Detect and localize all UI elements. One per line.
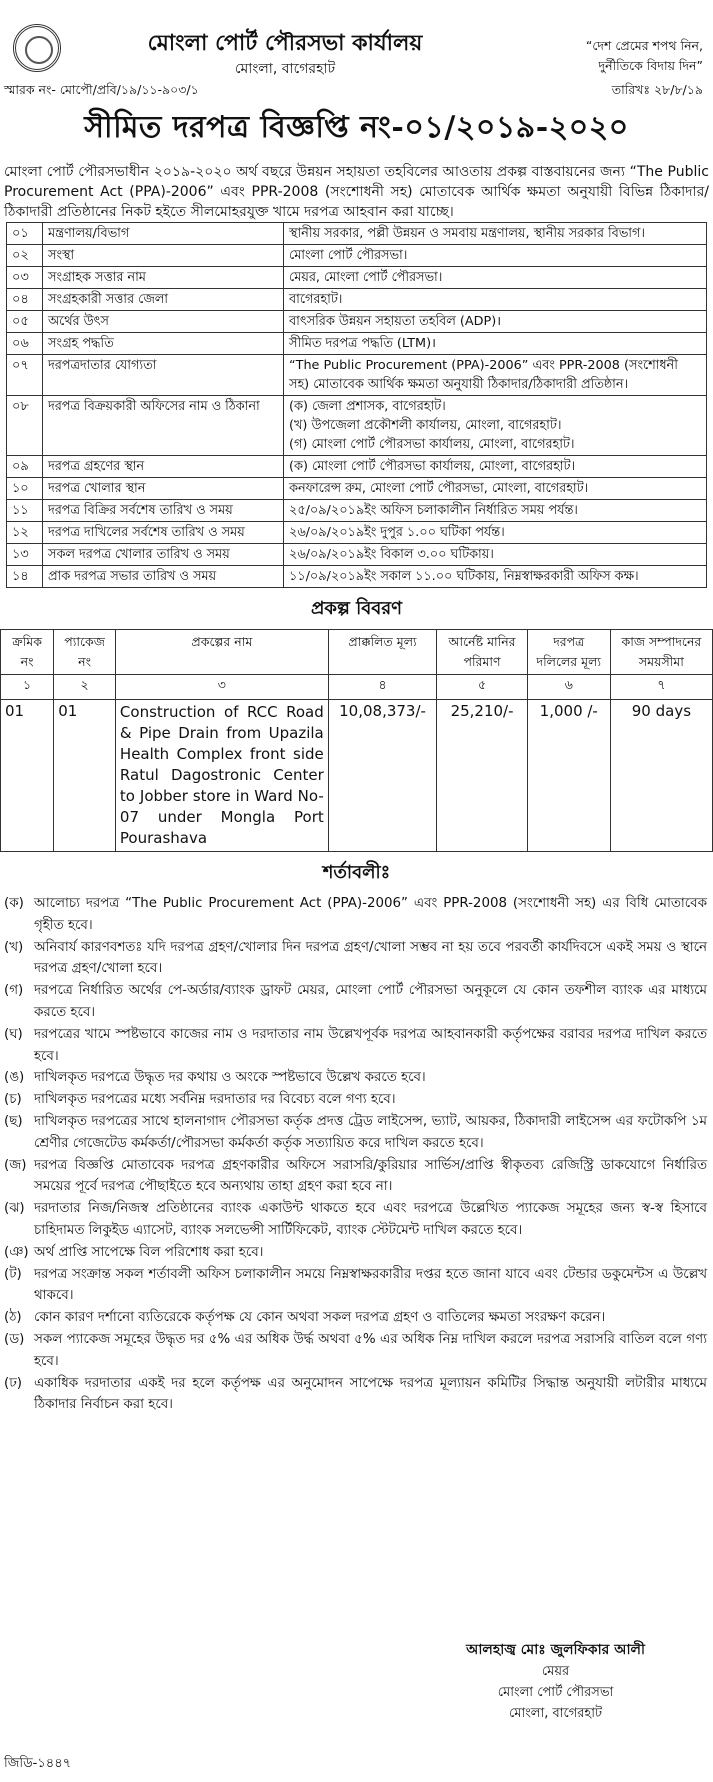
- info-serial: ০৬: [7, 333, 43, 355]
- project-header-cell: প্যাকেজ নং: [54, 630, 116, 675]
- terms-list: [4, 893, 707, 1416]
- info-value: ২৬/০৯/২০১৯ইং বিকাল ৩.০০ ঘটিকায়।: [284, 544, 707, 566]
- intro-paragraph: মোংলা পোর্ট পৌরসভাধীন ২০১৯-২০২০ অর্থ বছরে উন্নয়ন সহায়তা তহবিলের আওতায় প্রকল্প বাস্তবায়নের জন্য “The Public Procurement Act (PPA)-2006” এবং PPR-2008 (সংশোধনী সহ) মোতাবেক আর্থিক ক্ষমতা অনুযায়ী বিভিন্ন ঠিকাদার/ঠিকাদারী প্রতিষ্ঠানের নিকট হইতে সীলমোহরযুক্ত খামে দরপত্র আহবান করা যাচ্ছে।: [4, 164, 709, 220]
- term-key: (ঝ): [4, 1201, 25, 1217]
- notice-date: তারিখঃ ২৮/৮/১৯: [611, 82, 703, 97]
- term-item: [4, 1155, 707, 1199]
- term-item: [4, 893, 707, 937]
- signatory-name: আলহাজ্ব মোঃ জুলফিকার আলী: [466, 1642, 645, 1658]
- notice-title: সীমিত দরপত্র বিজ্ঞপ্তি নং-০১/২০১৯-২০২০: [84, 110, 629, 145]
- info-label: দরপত্র গ্রহণের স্থান: [43, 456, 284, 478]
- project-table: [0, 629, 713, 852]
- info-serial: ০৭: [7, 355, 43, 396]
- term-text: দরপত্র সংক্রান্ত সকল শর্তাবলী অফিস চলাকালীন সময়ে নিম্নস্বাক্ষরকারীর দপ্তর হতে জানা যাবে এবং টেন্ডার ডকুমেন্টস এ উল্লেখ থাকবে।: [34, 1266, 707, 1304]
- project-estimated-cost: 10,08,373/-: [328, 700, 437, 852]
- slogan-line-1: “দেশ প্রেমের শপথ নিন,: [585, 38, 703, 53]
- info-value: মোংলা পোর্ট পৌরসভা।: [284, 245, 707, 267]
- info-row: [7, 333, 707, 355]
- term-key: (ঙ): [4, 1070, 25, 1086]
- info-row: [7, 566, 707, 588]
- info-row: [7, 522, 707, 544]
- info-value: “The Public Procurement (PPA)-2006” এবং PPR-2008 (সংশোধনী সহ) মোতাবেক আর্থিক ক্ষমতা অনুযায়ী ঠিকাদার/ঠিকাদারী প্রতিষ্ঠান।: [284, 355, 707, 396]
- term-item: [4, 1198, 707, 1242]
- term-text: কোন কারণ দর্শানো ব্যতিরেকে কর্তৃপক্ষ যে কোন অথবা সকল দরপত্র গ্রহণ ও বাতিলের ক্ষমতা সংরক্ষণ করেন।: [34, 1310, 606, 1326]
- term-key: (ঠ): [4, 1310, 22, 1326]
- info-row: [7, 311, 707, 333]
- term-key: (ট): [4, 1266, 22, 1282]
- info-label: প্রাক দরপত্র সভার তারিখ ও সময়: [43, 566, 284, 588]
- term-text: দরদাতার নিজ/নিজস্ব প্রতিষ্ঠানের ব্যাংক একাউন্ট থাকতে হবে এবং দরপত্রে উল্লেখিত প্যাকেজ সমূহের জন্য স্ব-স্ব হিসাবে চাহিদামত লিকুইড এ্যাসেট, ব্যাংক সলভেন্সী সার্টিফিকেট, ব্যাংক স্টেটমেন্ট দাখিল করতে হবে।: [34, 1201, 707, 1238]
- project-column-number: ৭: [610, 675, 712, 700]
- info-serial: ০৩: [7, 267, 43, 289]
- info-serial: ০৪: [7, 289, 43, 311]
- info-row: [7, 500, 707, 522]
- gd-number: জিডি-১৪৪৭: [4, 1756, 72, 1771]
- project-column-number: ৬: [527, 675, 610, 700]
- term-item: [4, 1373, 707, 1417]
- info-value: ২৬/০৯/২০১৯ইং দুপুর ১.০০ ঘটিকা পর্যন্ত।: [284, 522, 707, 544]
- info-value: ২৫/০৯/২০১৯ইং অফিস চলাকালীন নির্ধারিত সময় পর্যন্ত।: [284, 500, 707, 522]
- project-document-price: 1,000 /-: [527, 700, 610, 852]
- project-column-number: ২: [54, 675, 116, 700]
- term-text: দাখিলকৃত দরপত্রের মধ্যে সর্বনিম্ন দরদাতার দর বিবেচ্য বলে গণ্য হবে।: [34, 1092, 396, 1108]
- info-value: স্থানীয় সরকার, পল্লী উন্নয়ন ও সমবায় মন্ত্রণালয়, স্থানীয় সরকার বিভাগ।: [284, 223, 707, 245]
- info-label: দরপত্র দাখিলের সর্বশেষ তারিখ ও সময়: [43, 522, 284, 544]
- info-row: [7, 478, 707, 500]
- term-item: [4, 1111, 707, 1155]
- info-row: [7, 223, 707, 245]
- info-row: [7, 456, 707, 478]
- municipal-seal-icon: [13, 24, 61, 72]
- info-row: [7, 245, 707, 267]
- project-header-cell: প্রকল্পের নাম: [115, 630, 328, 675]
- slogan: [493, 36, 703, 76]
- term-key: (ঢ): [4, 1375, 23, 1391]
- info-row: [7, 355, 707, 396]
- term-item: [4, 980, 707, 1024]
- signature-block: [466, 1640, 645, 1724]
- info-row: [7, 544, 707, 566]
- term-item: [4, 1024, 707, 1068]
- term-key: (গ): [4, 983, 24, 999]
- term-text: অনিবার্য কারণবশতঃ যদি দরপত্র গ্রহণ/খোলার দিন দরপত্র গ্রহণ/খোলা সম্ভব না হয় তবে পরবর্তী কার্যদিবসে একই সময় ও স্থানে দরপত্র গ্রহণ/খোলা হবে।: [34, 939, 707, 977]
- info-label: দরপত্রদাতার যোগ্যতা: [43, 355, 284, 396]
- project-header-cell: আর্নেষ্ট মানির পরিমাণ: [437, 630, 527, 675]
- term-item: [4, 1089, 707, 1111]
- term-text: একাধিক দরদাতার একই দর হলে কর্তৃপক্ষ এর অনুমোদন সাপেক্ষে দরপত্র মূল্যায়ন কমিটির সিদ্ধান্ত অনুযায়ী লটারীর মাধ্যমে ঠিকাদার নির্বাচন করা হবে।: [34, 1375, 707, 1413]
- term-key: (ঘ): [4, 1026, 23, 1042]
- signatory-location: মোংলা, বাগেরহাট: [508, 1706, 603, 1721]
- org-location: মোংলা, বাগেরহাট: [234, 61, 336, 77]
- term-text: সকল প্যাকেজ সমূহের উদ্ধৃত দর ৫% এর অধিক উর্দ্ধ অথবা ৫% এর অধিক নিম্ন দাখিল করলে দরপত্র সরাসরি বাতিল বলে গণ্য হবে।: [34, 1331, 707, 1369]
- info-label: দরপত্র বিক্রয়কারী অফিসের নাম ও ঠিকানা: [43, 396, 284, 456]
- term-text: দাখিলকৃত দরপত্রে উদ্ধৃত দর কথায় ও অংকে স্পষ্টভাবে উল্লেখ করতে হবে।: [34, 1070, 426, 1086]
- term-item: [4, 1329, 707, 1373]
- info-value: (ক) জেলা প্রশাসক, বাগেরহাট। (খ) উপজেলা প্রকৌশলী কার্যালয়, মোংলা, বাগেরহাট। (গ) মোংলা পোর্ট পৌরসভা কার্যালয়, মোংলা, বাগেরহাট।: [284, 396, 707, 456]
- term-key: (খ): [4, 939, 24, 955]
- info-value: বাগেরহাট।: [284, 289, 707, 311]
- term-item: [4, 1307, 707, 1329]
- term-key: (ড): [4, 1331, 25, 1347]
- info-serial: ১২: [7, 522, 43, 544]
- info-serial: ০৯: [7, 456, 43, 478]
- info-table: [6, 222, 707, 588]
- info-serial: ০২: [7, 245, 43, 267]
- project-name: Construction of RCC Road & Pipe Drain from Upazila Health Complex front side Ratul Dagostronic Center to Jobber store in Ward No-07 under Mongla Port Pourashava: [115, 700, 328, 852]
- info-label: সংগ্রহ পদ্ধতি: [43, 333, 284, 355]
- project-column-number: ১: [1, 675, 54, 700]
- info-value: সীমিত দরপত্র পদ্ধতি (LTM)।: [284, 333, 707, 355]
- info-serial: ০১: [7, 223, 43, 245]
- info-row: [7, 267, 707, 289]
- info-value: মেয়র, মোংলা পোর্ট পৌরসভা।: [284, 267, 707, 289]
- term-item: [4, 1067, 707, 1089]
- project-header-row: [1, 630, 713, 675]
- memo-number: স্মারক নং- মোপৌ/প্রবি/১৯/১১-৯০৩/১: [4, 82, 199, 97]
- project-column-number: ৩: [115, 675, 328, 700]
- info-serial: ০৫: [7, 311, 43, 333]
- term-text: দাখিলকৃত দরপত্রের সাথে হালনাগাদ পৌরসভা কর্তৃক প্রদত্ত ট্রেড লাইসেন্স, ভ্যাট, আয়কর, ঠিকাদারী লাইসেন্স এর ফটোকপি ১ম শ্রেণীর গেজেটেড কর্মকর্তা/পৌরসভা কর্মকর্তা কর্তৃক সত্যায়িত করে দাখিল করতে হবে।: [34, 1113, 707, 1151]
- term-key: (জ): [4, 1157, 27, 1173]
- term-key: (ছ): [4, 1113, 23, 1129]
- project-package: 01: [54, 700, 116, 852]
- org-name: মোংলা পোর্ট পৌরসভা কার্যালয়: [147, 30, 423, 56]
- project-column-number-row: [1, 675, 713, 700]
- info-label: সকল দরপত্র খোলার তারিখ ও সময়: [43, 544, 284, 566]
- project-section-title: প্রকল্প বিবরণ: [310, 598, 403, 619]
- info-value: কনফারেন্স রুম, মোংলা পোর্ট পৌরসভা, মোংলা, বাগেরহাট।: [284, 478, 707, 500]
- project-column-number: ৪: [328, 675, 437, 700]
- info-serial: ১৩: [7, 544, 43, 566]
- term-item: [4, 1242, 707, 1264]
- term-item: [4, 1264, 707, 1308]
- terms-title: শর্তাবলীঃ: [322, 862, 391, 883]
- info-serial: ১০: [7, 478, 43, 500]
- term-key: (ঞ): [4, 1244, 29, 1260]
- project-column-number: ৫: [437, 675, 527, 700]
- signatory-office: মোংলা পোর্ট পৌরসভা: [497, 1685, 614, 1700]
- project-row: [1, 700, 713, 852]
- project-header-cell: প্রাক্কলিত মূল্য: [328, 630, 437, 675]
- info-serial: ১১: [7, 500, 43, 522]
- slogan-line-2: দুর্নীতিকে বিদায় দিন”: [598, 58, 703, 73]
- project-header-cell: ক্রমিক নং: [1, 630, 54, 675]
- info-label: মন্ত্রণালয়/বিভাগ: [43, 223, 284, 245]
- signatory-designation: মেয়র: [541, 1664, 570, 1679]
- info-label: সংগ্রাহক সত্তার নাম: [43, 267, 284, 289]
- term-text: অর্থ প্রাপ্তি সাপেক্ষে বিল পরিশোধ করা হবে।: [34, 1244, 264, 1260]
- project-serial: 01: [1, 700, 54, 852]
- term-text: আলোচ্য দরপত্র “The Public Procurement Act (PPA)-2006” এবং PPR-2008 (সংশোধনী সহ) এর বিধি মোতাবেক গৃহীত হবে।: [34, 896, 707, 933]
- info-label: সংগ্রহকারী সত্তার জেলা: [43, 289, 284, 311]
- project-header-cell: দরপত্র দলিলের মূল্য: [527, 630, 610, 675]
- term-key: (চ): [4, 1092, 22, 1108]
- project-header-cell: কাজ সম্পাদনের সময়সীমা: [610, 630, 712, 675]
- info-value: (ক) মোংলা পোর্ট পৌরসভা কার্যালয়, মোংলা, বাগেরহাট।: [284, 456, 707, 478]
- info-label: দরপত্র খোলার স্থান: [43, 478, 284, 500]
- term-item: [4, 937, 707, 981]
- term-key: (ক): [4, 896, 24, 911]
- info-label: অর্থের উৎস: [43, 311, 284, 333]
- letterhead: [0, 0, 713, 95]
- info-serial: ১৪: [7, 566, 43, 588]
- info-label: দরপত্র বিক্রির সর্বশেষ তারিখ ও সময়: [43, 500, 284, 522]
- info-serial: ০৮: [7, 396, 43, 456]
- term-text: দরপত্রে নির্ধারিত অর্থের পে-অর্ডার/ব্যাংক ড্রাফট মেয়র, মোংলা পোর্ট পৌরসভা অনুকূলে যে কোন তফশীল ব্যাংক এর মাধ্যমে করতে হবে।: [34, 983, 707, 1020]
- term-text: দরপত্রের খামে স্পষ্টভাবে কাজের নাম ও দরদাতার নাম উল্লেখপূর্বক দরপত্র আহবানকারী কর্তৃপক্ষের বরাবর দরপত্র দাখিল করতে হবে।: [34, 1026, 707, 1064]
- info-value: বাৎসরিক উন্নয়ন সহায়তা তহবিল (ADP)।: [284, 311, 707, 333]
- project-duration: 90 days: [610, 700, 712, 852]
- term-text: দরপত্র বিজ্ঞপ্তি মোতাবেক দরপত্র গ্রহণকারীর অফিসে সরাসরি/কুরিয়ার সার্ভিস/প্রাপ্তি স্বীকৃতব্য রেজিস্ট্রি ডাকযোগে নির্ধারিত সময়ের পূর্বে দরপত্র পৌছাইতে হবে অন্যথায় তাহা গ্রহণ করা হবে না।: [34, 1157, 707, 1195]
- project-earnest-money: 25,210/-: [437, 700, 527, 852]
- info-label: সংস্থা: [43, 245, 284, 267]
- info-row: [7, 396, 707, 456]
- info-value: ১১/০৯/২০১৯ইং সকাল ১১.০০ ঘটিকায়, নিম্নস্বাক্ষরকারী অফিস কক্ষ।: [284, 566, 707, 588]
- info-row: [7, 289, 707, 311]
